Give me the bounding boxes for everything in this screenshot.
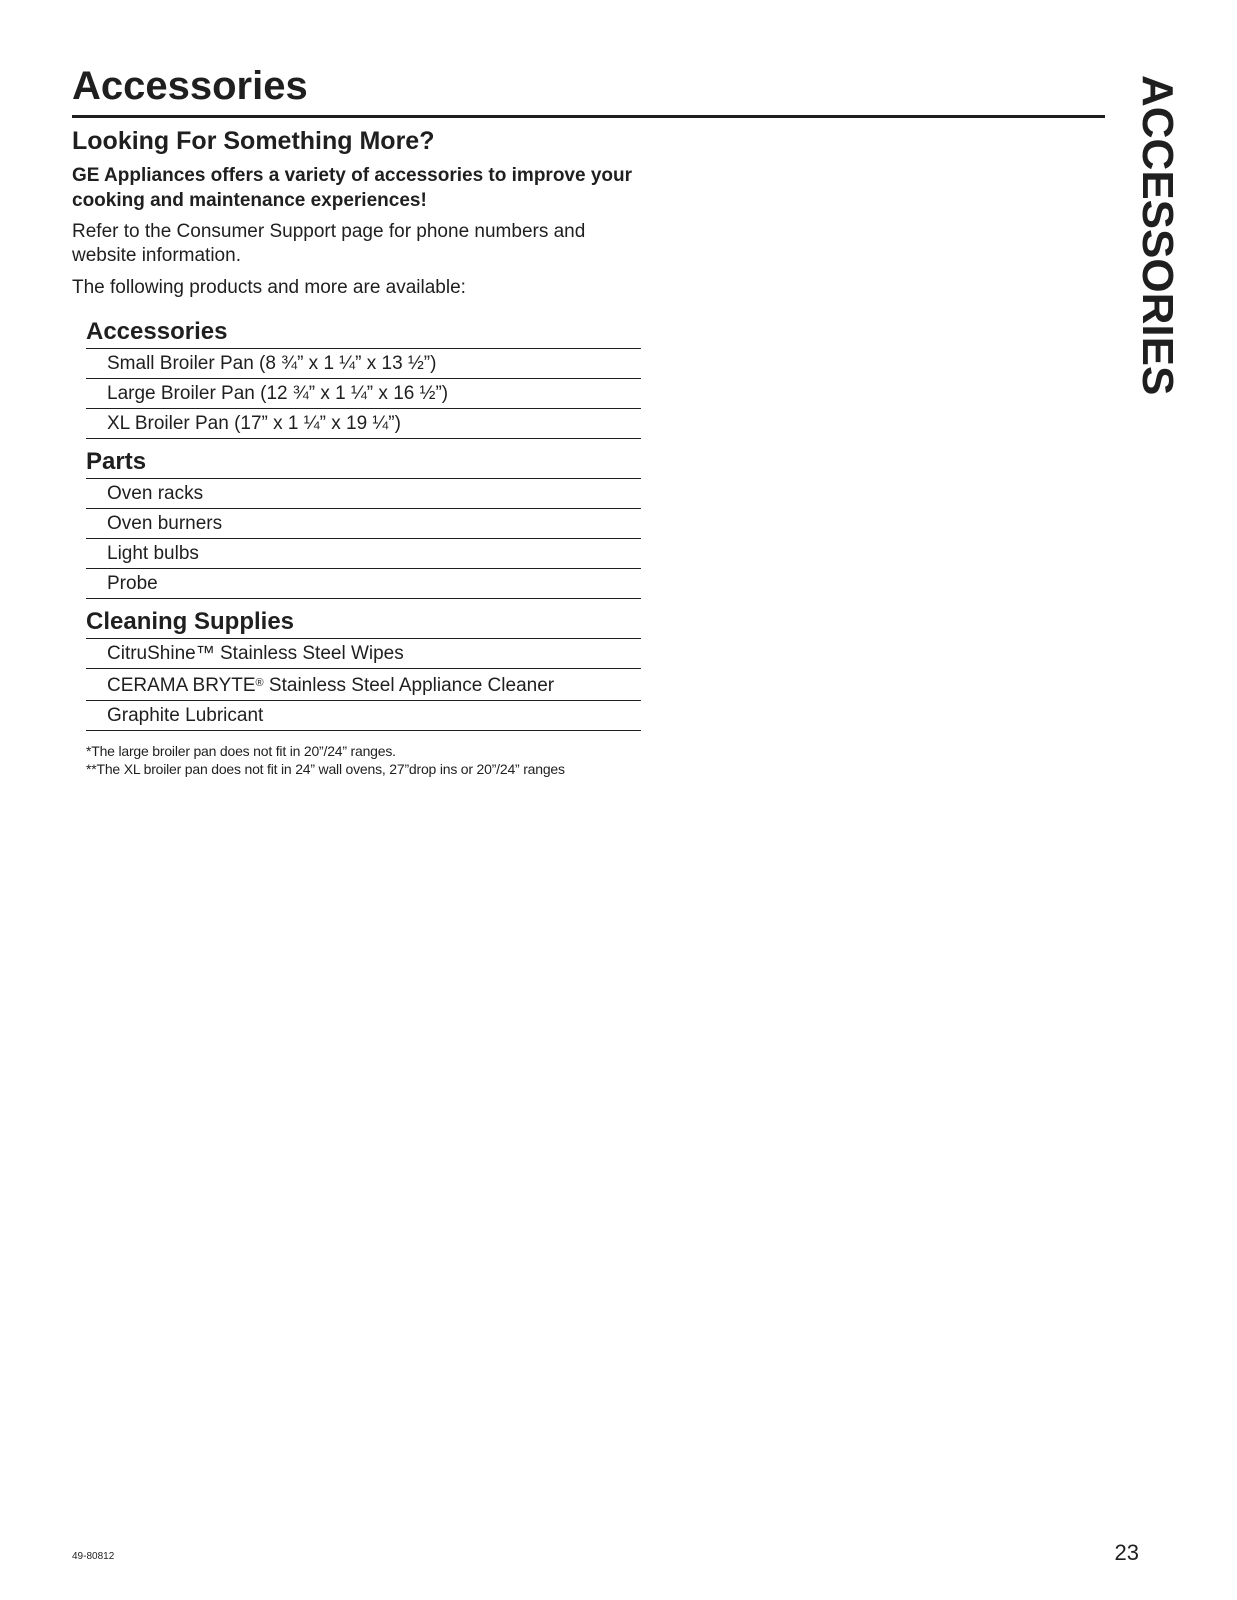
list-item: Graphite Lubricant <box>86 701 641 731</box>
group-parts <box>86 447 641 599</box>
footnote: *The large broiler pan does not fit in 20”/24” ranges. <box>86 743 396 759</box>
list-item: XL Broiler Pan (17” x 1 ¼” x 19 ¼”) <box>86 409 641 439</box>
group-cleaning-supplies <box>86 607 641 731</box>
group-title: Accessories <box>86 317 641 349</box>
group-title: Parts <box>86 447 641 479</box>
cerama-bryte-suffix: Stainless Steel Appliance Cleaner <box>263 675 555 696</box>
product-list <box>86 317 641 739</box>
intro-text-available: The following products and more are available: <box>72 277 466 298</box>
doc-number: 49-80812 <box>72 1551 115 1562</box>
list-item: Probe <box>86 569 641 599</box>
group-title: Cleaning Supplies <box>86 607 641 639</box>
list-item: Light bulbs <box>86 539 641 569</box>
list-item: Oven racks <box>86 479 641 509</box>
footnote: **The XL broiler pan does not fit in 24” wall ovens, 27”drop ins or 20”/24” ranges <box>86 761 565 777</box>
title-rule <box>72 115 1105 118</box>
page-title: Accessories <box>72 64 308 108</box>
section-heading: Looking For Something More? <box>72 127 435 155</box>
intro-bold: GE Appliances offers a variety of accessories to improve your cooking and maintenance experiences! <box>72 165 633 211</box>
page-number: 23 <box>1114 1540 1139 1565</box>
cerama-bryte-name: CERAMA BRYTE <box>107 675 256 696</box>
registered-mark: ® <box>255 677 264 689</box>
list-item: Large Broiler Pan (12 ¾” x 1 ¼” x 16 ½”) <box>86 379 641 409</box>
footnotes <box>86 742 686 778</box>
list-item: Small Broiler Pan (8 ¾” x 1 ¼” x 13 ½”) <box>86 349 641 379</box>
list-item <box>86 669 641 701</box>
intro-text-support: Refer to the Consumer Support page for phone numbers and website information. <box>72 221 586 266</box>
group-accessories <box>86 317 641 439</box>
list-item: Oven burners <box>86 509 641 539</box>
side-tab: ACCESSORIES <box>1133 75 1182 396</box>
list-item: CitruShine™ Stainless Steel Wipes <box>86 639 641 669</box>
